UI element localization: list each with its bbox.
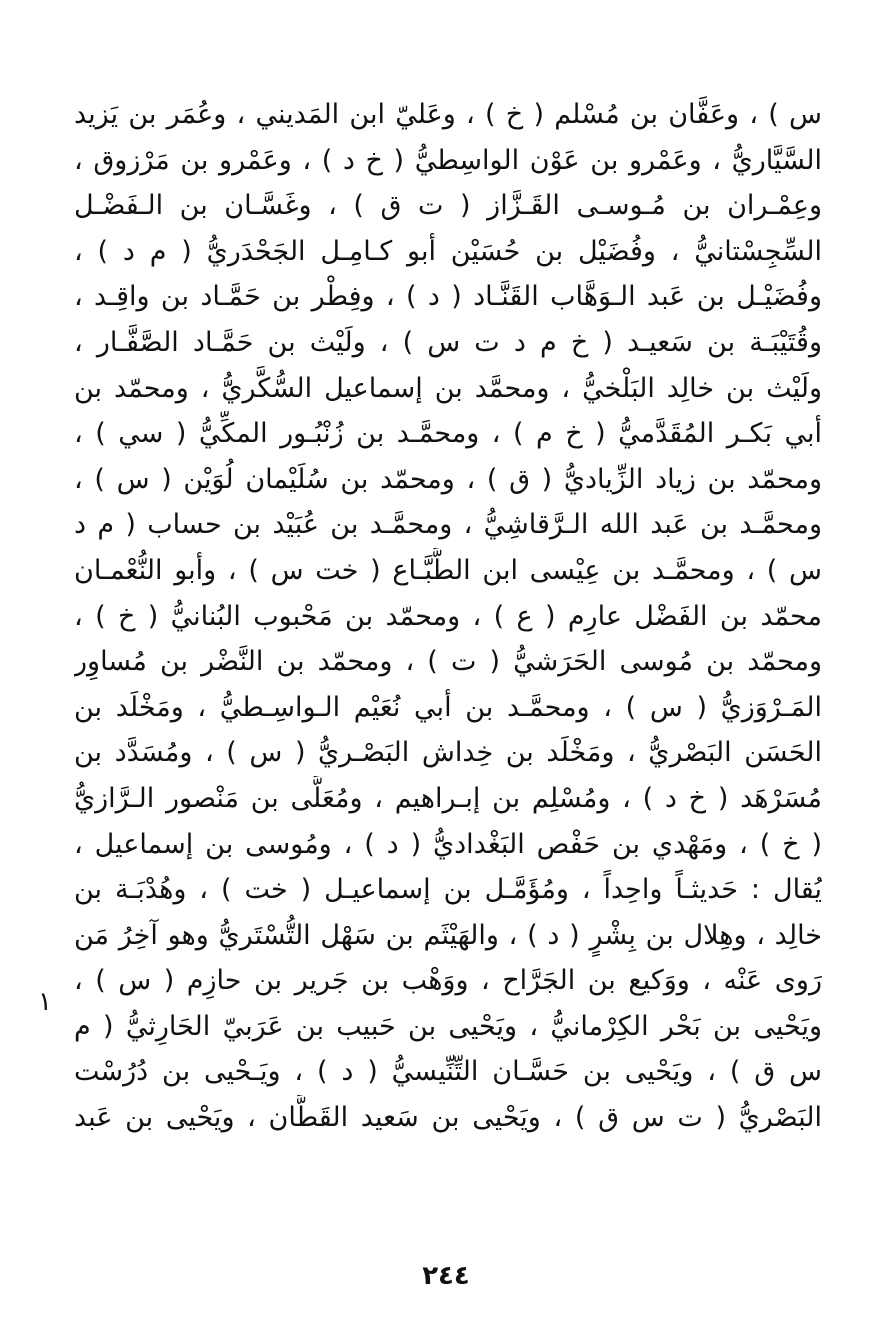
page-number: ٢٤٤ [422, 1261, 470, 1291]
text-line: البَصْريُّ ( ت س ق ) ، ويَحْيى بن سَعيد القَطَّان ، ويَحْيى بن عَبد [74, 1102, 822, 1134]
text-line: المَـرْوَزيُّ ( س ) ، ومحمَّـد بن أبي نُعَيْم الـواسِـطيُّ ، ومَخْلَد بن [74, 691, 822, 723]
text-line: الحَسَن البَصْريُّ ، ومَخْلَد بن خِداش البَصْـريُّ ( س ) ، ومُسَدَّد بن [74, 737, 822, 769]
text-line: ومحمّد بن مُوسى الحَرَشيُّ ( ت ) ، ومحمّد بن النَّضْر بن مُساوِر [74, 646, 822, 678]
text-line: السِّجِسْتانيُّ ، وفُضَيْل بن حُسَيْن أبو كـامِـل الجَحْدَريُّ ( م د ) ، [74, 235, 822, 267]
text-line: وعِمْـران بن مُـوسـى القَـزَّاز ( ت ق ) ، وغَسَّـان بن الـفَضْـل [74, 190, 822, 222]
text-line: ( خ ) ، ومَهْدي بن حَفْص البَغْداديُّ ( د ) ، ومُوسى بن إسماعيل ، [74, 828, 822, 860]
text-line: السَّيَّاريُّ ، وعَمْرو بن عَوْن الواسِطيُّ ( خ د ) ، وعَمْرو بن مَرْزوق ، [74, 144, 822, 176]
text-line: أبي بَكـر المُقَدَّميُّ ( خ م ) ، ومحمَّـد بن زُنْبُـور المكِّيُّ ( سي ) ، [74, 418, 822, 450]
body-text [74, 92, 822, 1141]
text-line: ومحمَّـد بن عَبد الله الـرَّقاشِيُّ ، ومحمَّـد بن عُبَيْد بن حساب ( م د [74, 509, 822, 541]
margin-note-number: ١ [38, 987, 52, 1017]
text-line: س ق ) ، ويَحْيى بن حَسَّـان التِّنِّيسيُّ ( د ) ، ويَـحْيى بن دُرُسْت [74, 1056, 822, 1088]
text-line: وقُتَيْبَـة بن سَعيـد ( خ م د ت س ) ، ولَيْث بن حَمَّـاد الصَّفَّـار ، [74, 326, 822, 358]
text-line: س ) ، وعَفَّان بن مُسْلم ( خ ) ، وعَليّ ابن المَديني ، وعُمَر بن يَزيد [74, 99, 822, 130]
text-line: مُسَرْهَد ( خ د ) ، ومُسْلِم بن إبـراهيم ، ومُعَلَّى بن مَنْصور الـرَّازيُّ [74, 782, 822, 814]
text-line: خالِد ، وهِلال بن بِشْرٍ ( د ) ، والهَيْثَم بن سَهْل التُّسْتَريُّ وهو آخِرُ مَن [74, 919, 822, 951]
text-line: ويَحْيى بن بَحْر الكِرْمانيُّ ، ويَحْيى بن حَبيب بن عَرَبيّ الحَارِثيُّ ( م [74, 1010, 822, 1042]
text-line: س ) ، ومحمَّـد بن عِيْسى ابن الطَّبَّـاع ( خت س ) ، وأبو النُّعْمـان [74, 554, 822, 586]
text-line: محمّد بن الفَضْل عارِم ( ع ) ، ومحمّد بن مَحْبوب البُنانيُّ ( خ ) ، [74, 600, 822, 632]
text-line: رَوى عَنْه ، ووَكيع بن الجَرَّاح ، ووَهْب بن جَرير بن حازِم ( س ) ، [74, 965, 822, 997]
text-line: وفُضَيْـل بن عَبد الـوَهَّاب القَنَّـاد ( د ) ، وفِطْر بن حَمَّـاد بن واقِـد ، [74, 281, 822, 313]
text-line: يُقال : حَديثـاً واحِداً ، ومُؤَمَّـل بن إسماعيـل ( خت ) ، وهُدْبَـة بن [74, 874, 822, 906]
text-line: ومحمّد بن زياد الزِّياديُّ ( ق ) ، ومحمّد بن سُلَيْمان لُوَيْن ( س ) ، [74, 463, 822, 495]
text-line: ولَيْث بن خالِد البَلْخيُّ ، ومحمَّد بن إسماعيل السُّكَّريُّ ، ومحمّد بن [74, 372, 822, 404]
